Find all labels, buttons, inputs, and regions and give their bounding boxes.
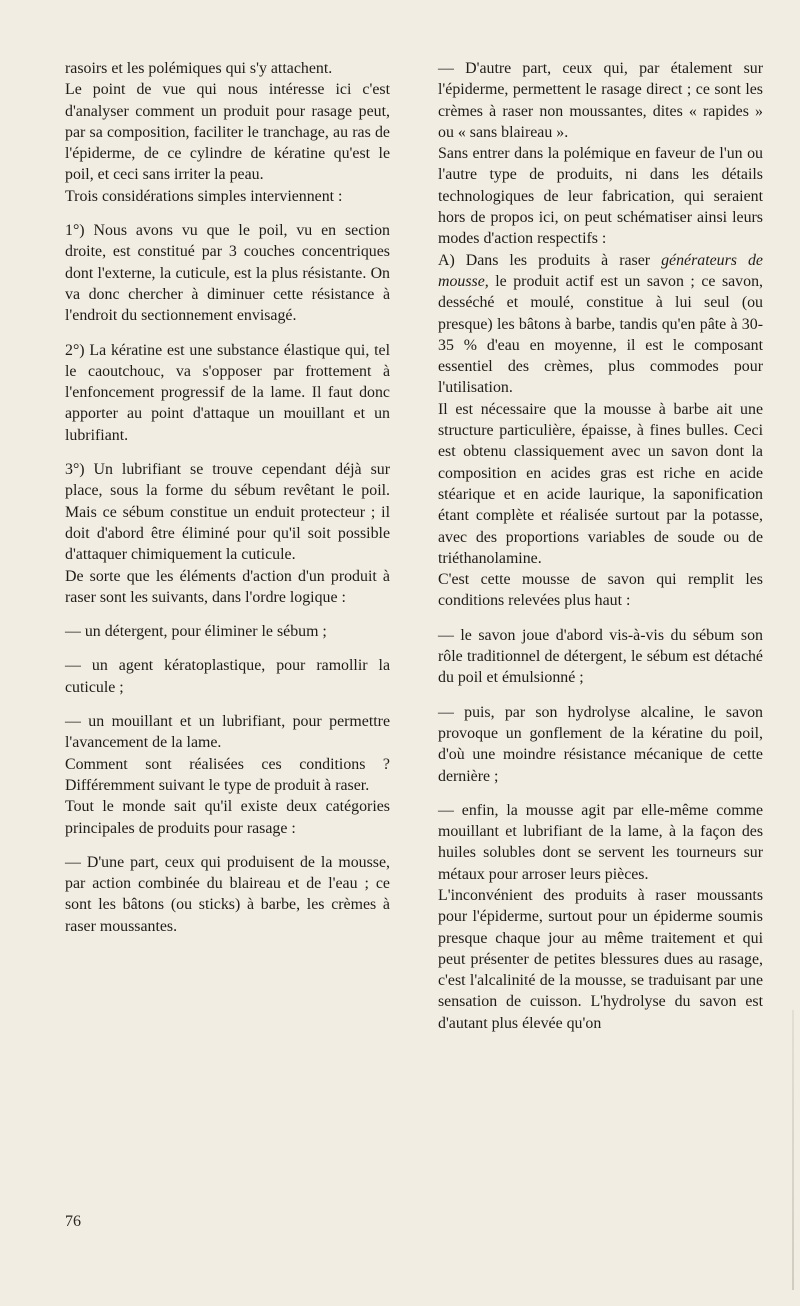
- paragraph: Il est nécessaire que la mousse à barbe ait une structure particulière, épaisse, à fines bulles. Ceci est obtenu classiquement avec un savon dont la composition en acides gras est riche en acide stéarique et en acide laurique, la saponification étant complète et réalisée surtout par la potasse, avec des proportions variables de soude ou de triéthanolamine.: [438, 400, 763, 567]
- point-3: 3°) Un lubrifiant se trouve cependant déjà sur place, sous la forme du sébum revêtant le poil. Mais ce sébum constitue un enduit protecteur ; il doit d'abord être éliminé pour qu'il soit possible d'attaquer chimiquement la cuticule.: [65, 461, 390, 564]
- list-item: — un agent kératoplastique, pour ramollir la cuticule ;: [65, 657, 390, 696]
- paragraph: Sans entrer dans la polémique en faveur de l'un ou l'autre type de produits, ni dans les détails technologiques de leur fabrication, qui seraient hors de propos ici, on peut schématiser ainsi leurs modes d'action respectifs :: [438, 145, 763, 248]
- paragraph: L'inconvénient des produits à raser moussants pour l'épiderme, surtout pour un épiderme soumis presque chaque jour au même traitement et qui peut présenter de petites blessures dues au rasage, c'est l'alcalinité de la mousse, se traduisant par une sensation de cuisson. L'hydrolyse du savon est d'autant plus élevée qu'on: [438, 886, 763, 1032]
- text-run: A) Dans les produits à raser: [438, 251, 662, 269]
- list-item: — puis, par son hydrolyse alcaline, le savon provoque un gonflement de la kératine du poil, d'où une moindre résistance mécanique de cette dernière ;: [438, 703, 763, 785]
- point-2: 2°) La kératine est une substance élastique qui, tel le caoutchouc, va s'opposer par frottement à l'enfoncement progressif de la lame. Il faut donc apporter au point d'attaque un mouillant et un lubrifiant.: [65, 341, 390, 444]
- list-item: — un mouillant et un lubrifiant, pour permettre l'avancement de la lame.: [65, 713, 390, 752]
- left-column: [65, 58, 390, 937]
- point-1: 1°) Nous avons vu que le poil, vu en section droite, est constitué par 3 couches concentriques dont l'externe, la cuticule, est la plus résistante. On va donc chercher à diminuer cette résistance à l'endroit du sectionnement envisagé.: [65, 222, 390, 325]
- text-run: le produit actif est un savon ; ce savon, desséché et moulé, constitue à lui seul (ou presque) les bâtons à barbe, tandis qu'en pâte à 30-35 % d'eau en moyenne, il est le composant essentiel des crèmes, plus commodes pour l'utilisation.: [438, 272, 763, 397]
- list-item: — un détergent, pour éliminer le sébum ;: [65, 623, 327, 641]
- paragraph: De sorte que les éléments d'action d'un produit à raser sont les suivants, dans l'ordre logique :: [65, 567, 390, 606]
- list-item: — D'une part, ceux qui produisent de la mousse, par action combinée du blaireau et de l'eau ; ce sont les bâtons (ou sticks) à barbe, les crèmes à raser moussantes.: [65, 853, 390, 935]
- paragraph: Trois considérations simples interviennent :: [65, 187, 343, 205]
- paragraph-a: [438, 250, 763, 399]
- page-edge-shadow: [792, 1010, 794, 1290]
- paragraph: C'est cette mousse de savon qui remplit les conditions relevées plus haut :: [438, 571, 763, 610]
- list-item: — le savon joue d'abord vis-à-vis du sébum son rôle traditionnel de détergent, le sébum est détaché du poil et émulsionné ;: [438, 626, 763, 687]
- right-column: [438, 58, 763, 1034]
- italic-term: générateurs de mousse,: [438, 251, 763, 290]
- paragraph: Comment sont réalisées ces conditions ? Différemment suivant le type de produit à raser.: [65, 755, 390, 794]
- paragraph: rasoirs et les polémiques qui s'y attachent.: [65, 60, 333, 77]
- paragraph: Le point de vue qui nous intéresse ici c'est d'analyser comment un produit pour rasage peut, par sa composition, faciliter le tranchage, au ras de l'épiderme, de ce cylindre de kératine qu'est le poil, et ceci sans irriter la peau.: [65, 81, 390, 184]
- list-item: — enfin, la mousse agit par elle-même comme mouillant et lubrifiant de la lame, à la façon des huiles solubles dont se servent les tourneurs sur métaux pour arroser leurs pièces.: [438, 801, 763, 883]
- page-number: 76: [65, 1213, 81, 1230]
- paragraph: Tout le monde sait qu'il existe deux catégories principales de produits pour rasage :: [65, 798, 390, 837]
- paragraph: — D'autre part, ceux qui, par étalement sur l'épiderme, permettent le rasage direct ; ce sont les crèmes à raser non moussantes, dites « rapides » ou « sans blaireau ».: [438, 60, 763, 141]
